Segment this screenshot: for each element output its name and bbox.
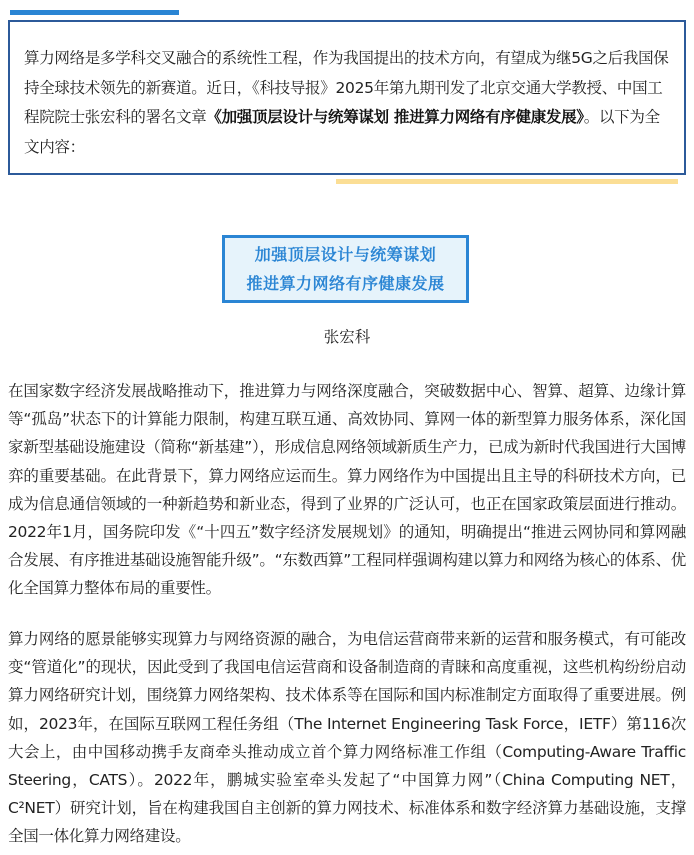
article-title-line-2: 推进算力网络有序健康发展 xyxy=(246,274,445,293)
article-author: 张宏科 xyxy=(323,328,371,346)
intro-text xyxy=(24,44,674,162)
bottom-accent-bar xyxy=(336,179,678,184)
intro-text-tail: 。以下为全文内容： xyxy=(24,108,660,156)
intro-box xyxy=(8,20,686,175)
article-title-line-1: 加强顶层设计与统筹谋划 xyxy=(254,245,437,264)
article-paragraph-1: 在国家数字经济发展战略推动下，推进算力与网络深度融合，突破数据中心、智算、超算、边缘计算等“孤岛”状态下的计算能力限制，构建互联互通、高效协同、算网一体的新型算力服务体系，深化国家新型基础设施建设（简称“新基建”），形成信息网络领域新质生产力，已成为新时代我国进行大国博弈的重要基础。在此背景下，算力网络应运而生。算力网络作为中国提出且主导的科研技术方向，已成为信息通信领域的一种新趋势和新业态，得到了业界的广泛认可，也正在国家政策层面进行推动。2022年1月，国务院印发《“十四五”数字经济发展规划》的通知，明确提出“推进云网协同和算网融合发展、有序推进基础设施智能升级”。“东数西算”工程同样强调构建以算力和网络为核心的体系、优化全国算力整体布局的重要性。 xyxy=(8,382,686,598)
top-accent-bar xyxy=(10,10,179,15)
article-title-box xyxy=(222,235,469,303)
intro-article-title: 《加强顶层设计与统筹谋划 推进算力网络有序健康发展》 xyxy=(206,108,584,126)
article-paragraph-2: 算力网络的愿景能够实现算力与网络资源的融合，为电信运营商带来新的运营和服务模式，有可能改变“管道化”的现状，因此受到了我国电信运营商和设备制造商的青睐和高度重视，这些机构纷纷启动算力网络研究计划，围绕算力网络架构、技术体系等在国际和国内标准制定方面取得了重要进展。例如，2023年，在国际互联网工程任务组（The Internet Engineering Task Force，IETF）第116次大会上，由中国移动携手友商牵头推动成立首个算力网络标准工作组（Computing-Aware Traffic Steering，CATS）。2022年，鹏城实验室牵头发起了“中国算力网”（China Computing NET，C²NET）研究计划，旨在构建我国自主创新的算力网技术、标准体系和数字经济算力基础设施，支撑全国一体化算力网络建设。 xyxy=(8,630,686,846)
intro-text-lead: 算力网络是多学科交叉融合的系统性工程，作为我国提出的技术方向，有望成为继5G之后我国保持全球技术领先的新赛道。近日，《科技导报》2025年第九期刊发了北京交通大学教授、中国工程院院士张宏科的署名文章 xyxy=(24,49,669,126)
